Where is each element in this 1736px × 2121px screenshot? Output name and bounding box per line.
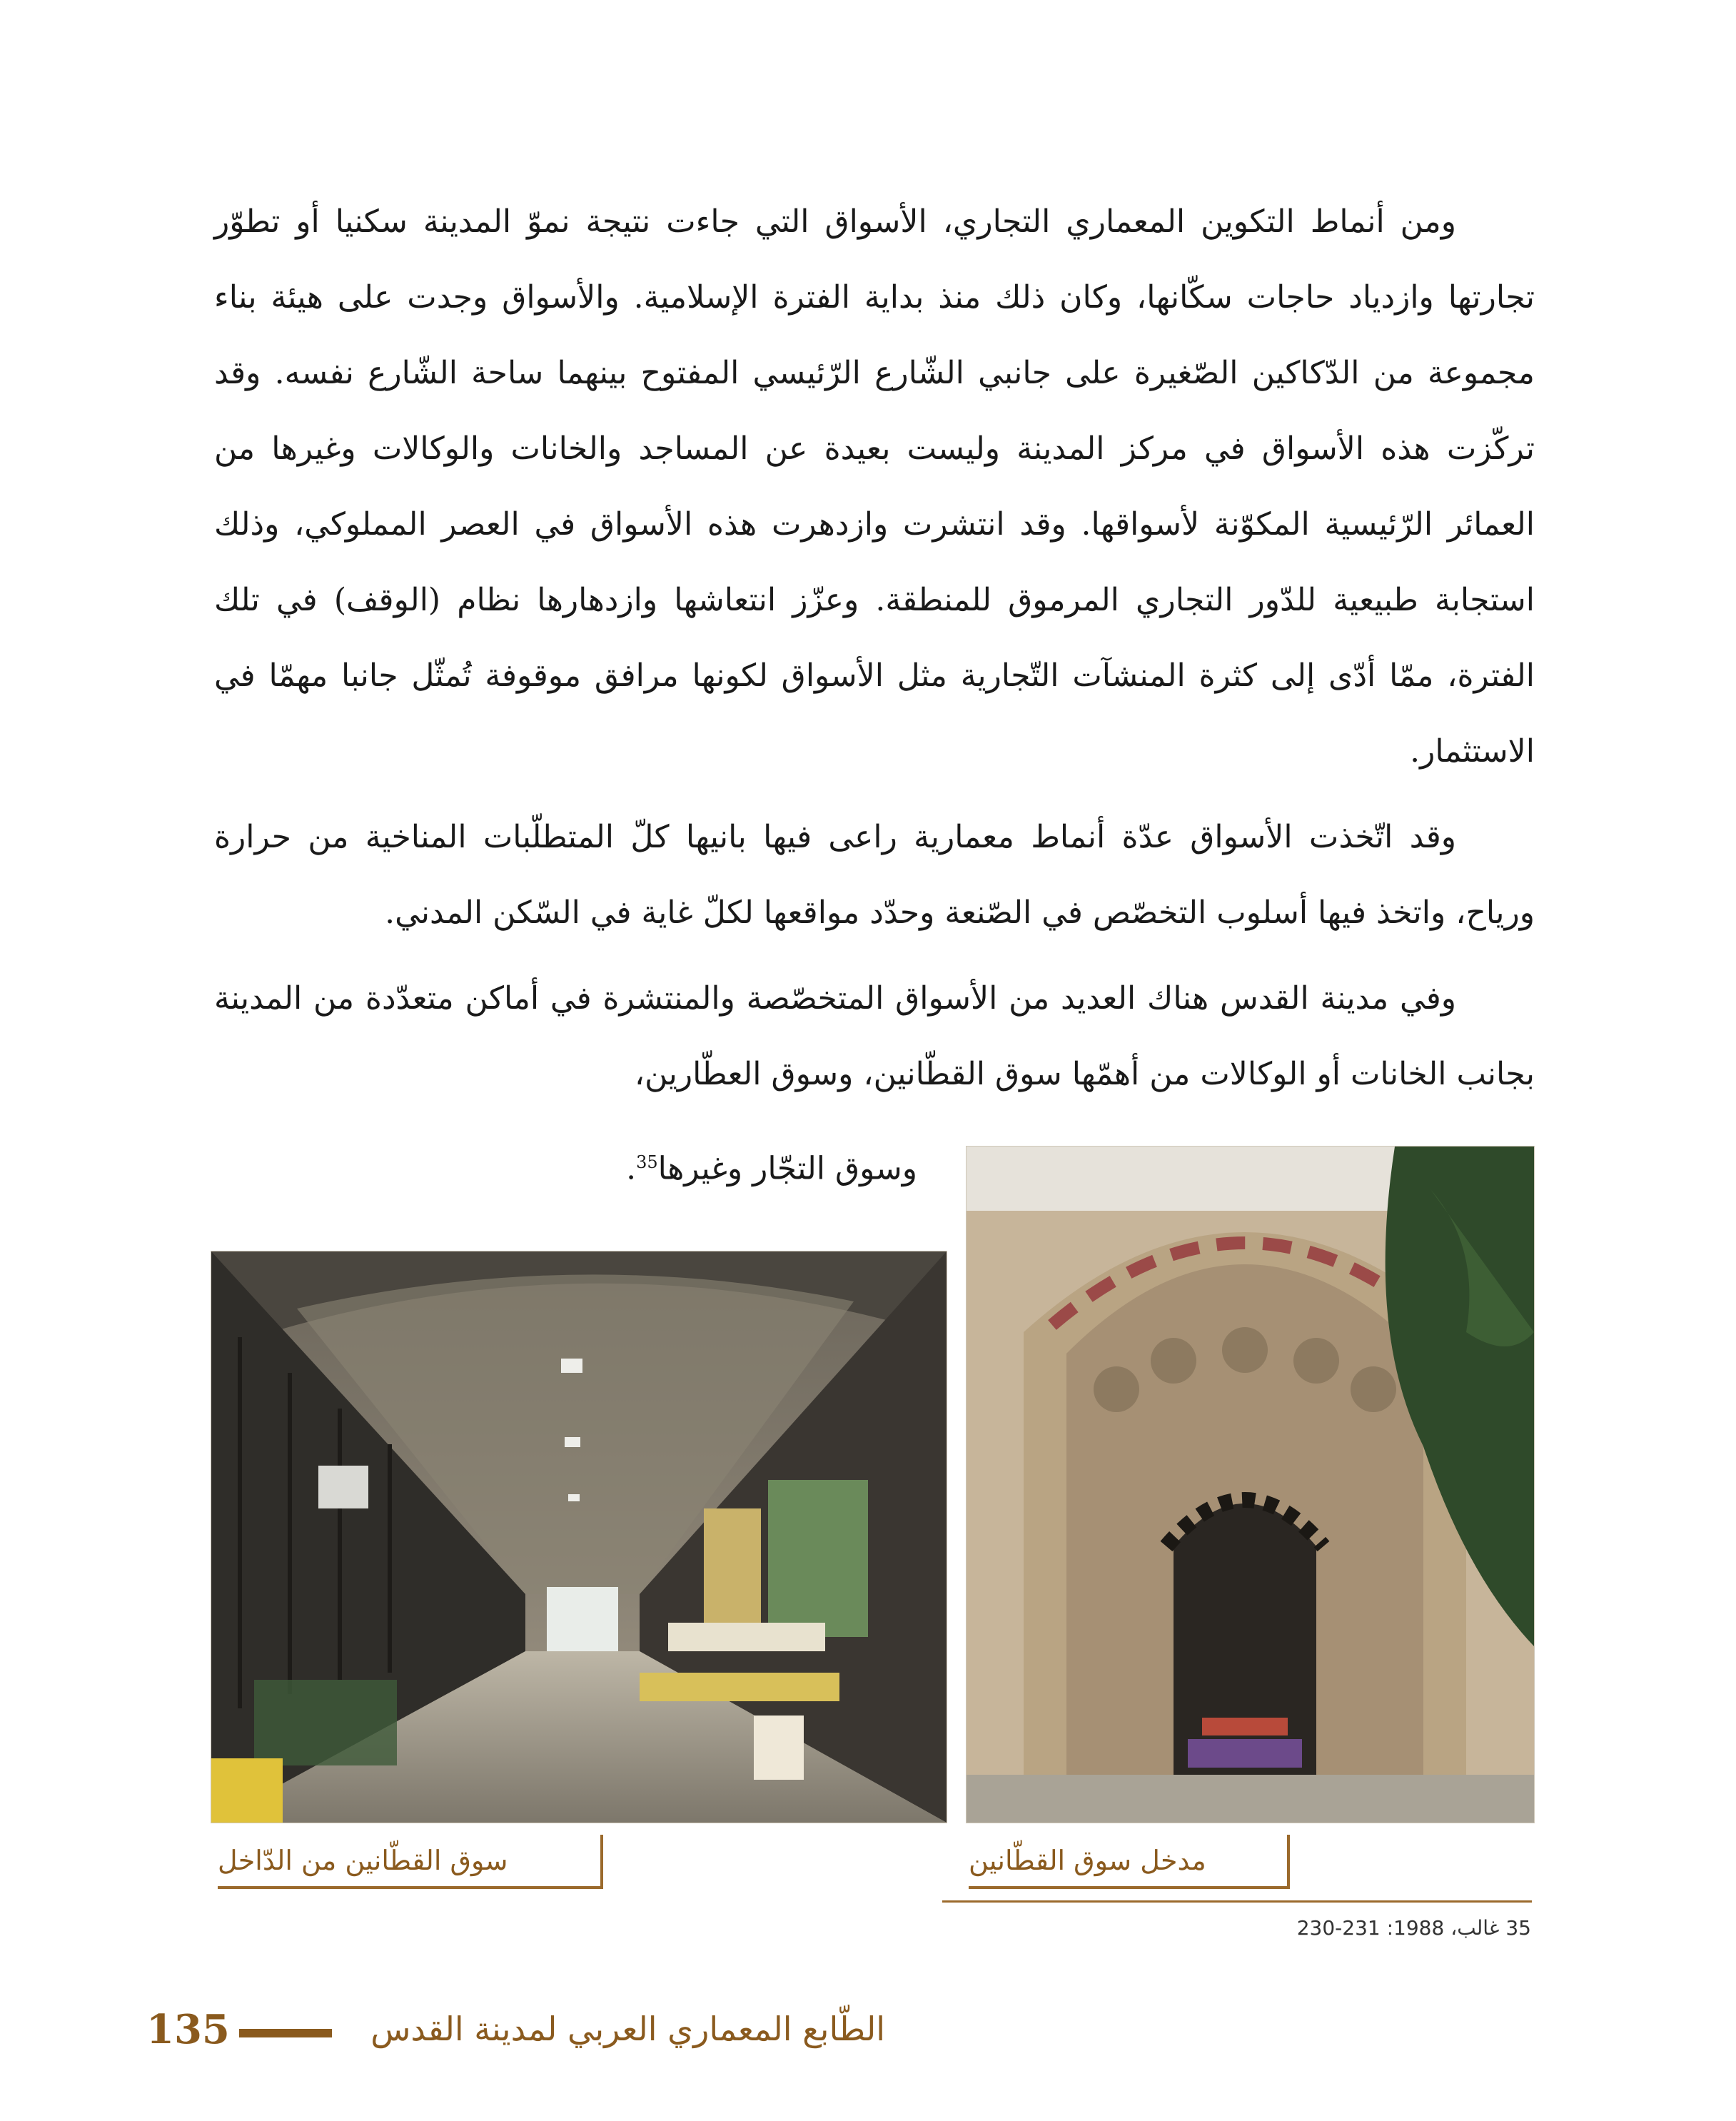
paragraph-1: ومن أنماط التكوين المعماري التجاري، الأسواق التي جاءت نتيجة نموّ المدينة سكنيا أو تطوّر تجارتها وازدياد حاجات سكّانها، وكان ذلك منذ بداية الفترة الإسلامية. والأسواق وجدت على هيئة بناء مجموعة من الدّكاكين الصّغيرة على جانبي الشّارع الرّئيسي المفتوح بينهما ساحة الشّارع نفسه. وقد تركّزت هذه الأسواق في مركز المدينة وليست بعيدة عن المساجد والخانات والوكالات وغيرها من العمائر الرّئيسية المكوّنة لأسواقها. وقد انتشرت وازدهرت هذه الأسواق في العصر المملوكي، وذلك استجابة طبيعية للدّور التجاري المرموق للمنطقة. وعزّز انتعاشها وازدهارها نظام (الوقف) في تلك الفترة، ممّا أدّى إلى كثرة المنشآت التّجارية مثل الأسواق لكونها مرافق موقوفة تُمثّل جانبا مهمّا في الاستثمار. xyxy=(214,203,1535,770)
market-entrance-photo xyxy=(966,1146,1535,1823)
market-interior-illustration xyxy=(211,1251,947,1823)
caption-text: سوق القطّانين من الدّاخل xyxy=(218,1845,508,1876)
running-footer-title: الطّابع المعماري العربي لمدينة القدس xyxy=(370,2010,885,2048)
main-text xyxy=(214,184,1535,1112)
caption-text: مدخل سوق القطّانين xyxy=(969,1845,1206,1876)
footnote-number: 35 xyxy=(1505,1916,1531,1940)
market-interior-caption xyxy=(218,1835,603,1889)
footer-bar xyxy=(239,2029,332,2037)
footnote-divider xyxy=(942,1900,1532,1903)
footnote-reference[interactable]: 35 xyxy=(636,1152,658,1172)
footnote-text: غالب، 1988: 231-230 xyxy=(1296,1916,1500,1940)
page-number: 135 xyxy=(146,2006,230,2053)
market-interior-photo xyxy=(211,1251,947,1823)
paragraph-3: وفي مدينة القدس هناك العديد من الأسواق المتخصّصة والمنتشرة في أماكن متعدّدة من المدينة بجانب الخانات أو الوكالات من أهمّها سوق القطّانين، وسوق العطّارين، xyxy=(214,980,1535,1092)
footnote xyxy=(1142,1916,1531,1940)
market-entrance-illustration xyxy=(967,1147,1534,1823)
last-line-end: . xyxy=(626,1150,637,1187)
market-entrance-caption xyxy=(969,1835,1290,1889)
paragraph-2: وقد اتّخذت الأسواق عدّة أنماط معمارية راعى فيها بانيها كلّ المتطلّبات المناخية من حرارة ورياح، واتخذ فيها أسلوب التخصّص في الصّنعة وحدّد مواقعها لكلّ غاية في السّكن المدني. xyxy=(214,819,1535,931)
paragraph-3-last-line xyxy=(214,1134,917,1198)
last-line-text: وسوق التجّار وغيرها xyxy=(657,1150,917,1187)
